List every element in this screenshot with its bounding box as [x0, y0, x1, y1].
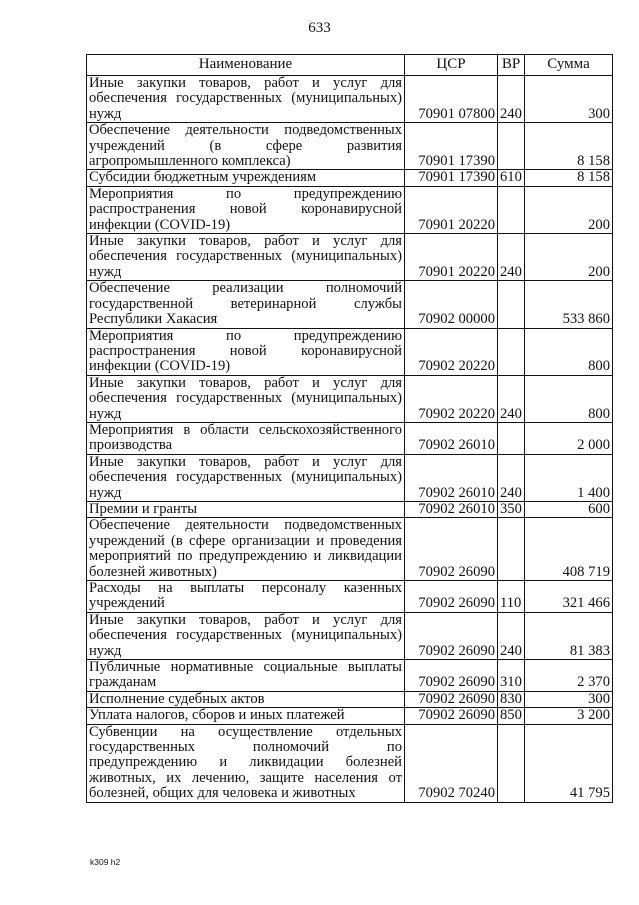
table-row: [87, 501, 613, 517]
cell-name: Обеспечение деятельности подведомственных учреждений (в сфере развития агропромышленного комплекса): [87, 123, 405, 170]
cell-sum: 200: [525, 186, 613, 233]
table-row: [87, 724, 613, 802]
cell-csr: 70902 00000: [405, 281, 498, 328]
cell-sum: 600: [525, 501, 613, 517]
cell-sum: 300: [525, 691, 613, 707]
cell-sum: 321 466: [525, 581, 613, 613]
cell-name: Иные закупки товаров, работ и услуг для обеспечения государственных (муниципальных) нужд: [87, 234, 405, 281]
cell-sum: 8 158: [525, 170, 613, 186]
cell-csr: 70902 26090: [405, 581, 498, 613]
cell-name: Премии и гранты: [87, 501, 405, 517]
cell-csr: 70901 17390: [405, 170, 498, 186]
cell-sum: 8 158: [525, 123, 613, 170]
cell-name: Расходы на выплаты персоналу казенных учреждений: [87, 581, 405, 613]
cell-vr: [498, 724, 525, 802]
footer-code: k309 h2: [90, 857, 121, 867]
cell-sum: 800: [525, 375, 613, 422]
table-row: [87, 76, 613, 123]
cell-sum: 41 795: [525, 724, 613, 802]
cell-vr: [498, 123, 525, 170]
cell-vr: 240: [498, 454, 525, 501]
cell-vr: 310: [498, 660, 525, 692]
table-row: [87, 454, 613, 501]
cell-name: Уплата налогов, сборов и иных платежей: [87, 708, 405, 724]
table-row: [87, 691, 613, 707]
cell-sum: 2 370: [525, 660, 613, 692]
cell-name: Публичные нормативные социальные выплаты гражданам: [87, 660, 405, 692]
cell-csr: 70901 20220: [405, 186, 498, 233]
cell-vr: 610: [498, 170, 525, 186]
cell-vr: 240: [498, 234, 525, 281]
header-vr: ВР: [498, 55, 525, 76]
cell-csr: 70901 07800: [405, 76, 498, 123]
cell-sum: 81 383: [525, 612, 613, 659]
cell-name: Иные закупки товаров, работ и услуг для обеспечения государственных (муниципальных) нужд: [87, 612, 405, 659]
cell-sum: 408 719: [525, 518, 613, 581]
cell-sum: 300: [525, 76, 613, 123]
cell-vr: 350: [498, 501, 525, 517]
cell-vr: [498, 281, 525, 328]
table-row: [87, 281, 613, 328]
cell-csr: 70902 20220: [405, 375, 498, 422]
table-row: [87, 612, 613, 659]
cell-name: Иные закупки товаров, работ и услуг для обеспечения государственных (муниципальных) нужд: [87, 375, 405, 422]
cell-csr: 70902 26090: [405, 660, 498, 692]
cell-sum: 3 200: [525, 708, 613, 724]
cell-csr: 70902 26090: [405, 518, 498, 581]
cell-name: Мероприятия по предупреждению распространения новой коронавирусной инфекции (COVID-19): [87, 328, 405, 375]
cell-sum: 200: [525, 234, 613, 281]
cell-vr: [498, 518, 525, 581]
cell-name: Мероприятия в области сельскохозяйственного производства: [87, 422, 405, 454]
cell-vr: [498, 328, 525, 375]
table-row: [87, 328, 613, 375]
page-number: 633: [308, 20, 331, 36]
cell-name: Мероприятия по предупреждению распространения новой коронавирусной инфекции (COVID-19): [87, 186, 405, 233]
cell-vr: 110: [498, 581, 525, 613]
table-row: [87, 518, 613, 581]
cell-csr: 70902 20220: [405, 328, 498, 375]
table-row: [87, 186, 613, 233]
table-header-row: [87, 55, 613, 76]
cell-vr: 240: [498, 76, 525, 123]
cell-csr: 70902 26090: [405, 612, 498, 659]
table-row: [87, 581, 613, 613]
cell-sum: 800: [525, 328, 613, 375]
cell-sum: 2 000: [525, 422, 613, 454]
cell-vr: 830: [498, 691, 525, 707]
header-sum: Сумма: [525, 55, 613, 76]
cell-name: Исполнение судебных актов: [87, 691, 405, 707]
cell-vr: 240: [498, 375, 525, 422]
cell-name: Обеспечение деятельности подведомственных учреждений (в сфере организации и проведения мероприятий по предупреждению и ликвидации болезней животных): [87, 518, 405, 581]
cell-csr: 70902 26010: [405, 422, 498, 454]
cell-name: Иные закупки товаров, работ и услуг для обеспечения государственных (муниципальных) нужд: [87, 76, 405, 123]
header-name: Наименование: [87, 55, 405, 76]
cell-name: Иные закупки товаров, работ и услуг для обеспечения государственных (муниципальных) нужд: [87, 454, 405, 501]
cell-sum: 533 860: [525, 281, 613, 328]
header-csr: ЦСР: [405, 55, 498, 76]
cell-csr: 70902 26010: [405, 501, 498, 517]
cell-csr: 70902 26090: [405, 708, 498, 724]
cell-name: Субвенции на осуществление отдельных государственных полномочий по предупреждению и ликвидации болезней животных, их лечению, защите населения от болезней, общих для человека и животных: [87, 724, 405, 802]
table-row: [87, 123, 613, 170]
budget-table: [86, 54, 613, 803]
table-row: [87, 422, 613, 454]
cell-csr: 70901 20220: [405, 234, 498, 281]
cell-vr: 240: [498, 612, 525, 659]
cell-sum: 1 400: [525, 454, 613, 501]
table-row: [87, 375, 613, 422]
cell-name: Обеспечение реализации полномочий государственной ветеринарной службы Республики Хакасия: [87, 281, 405, 328]
table-row: [87, 170, 613, 186]
table-row: [87, 234, 613, 281]
cell-name: Субсидии бюджетным учреждениям: [87, 170, 405, 186]
cell-vr: [498, 186, 525, 233]
table-body: [87, 76, 613, 803]
cell-csr: 70902 70240: [405, 724, 498, 802]
cell-vr: [498, 422, 525, 454]
cell-csr: 70901 17390: [405, 123, 498, 170]
cell-csr: 70902 26010: [405, 454, 498, 501]
table-row: [87, 708, 613, 724]
table-row: [87, 660, 613, 692]
cell-csr: 70902 26090: [405, 691, 498, 707]
cell-vr: 850: [498, 708, 525, 724]
